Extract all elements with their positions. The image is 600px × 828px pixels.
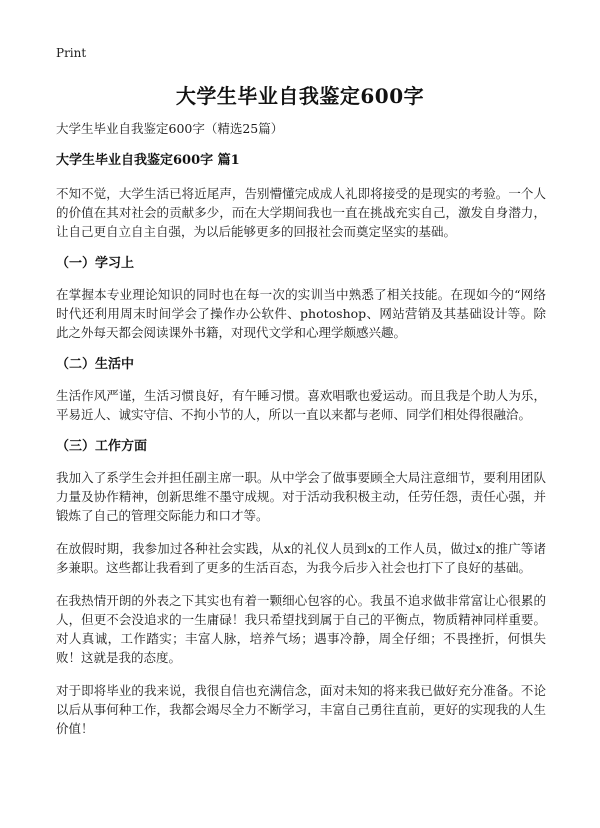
paragraph-work-2: 在放假时期，我参加过各种社会实践，从x的礼仪人员到x的工作人员，做过x的推广等诸多兼职。这些都让我看到了更多的生活百态，为我今后步入社会也打下了良好的基础。 (56, 541, 546, 575)
paragraph-work-3: 在我热情开朗的外表之下其实也有着一颗细心包容的心。我虽不追求做非常富让心很累的人，但更不会没追求的一生庸碌！我只希望找到属于自己的平衡点，物质精神同样重要。对人真诚，工作踏实；丰富人脉，培养气场；遇事冷静，周全仔细；不畏挫折，何惧失败！这就是我的态度。 (56, 593, 546, 665)
article-body (56, 120, 546, 752)
section-heading-study: （一）学习上 (56, 256, 135, 271)
paragraph-intro: 不知不觉，大学生活已将近尾声，告别懵懂完成成人礼即将接受的是现实的考验。一个人的价值在其对社会的贡献多少，而在大学期间我也一直在挑战充实自己，激发自身潜力，让自己更自立自主自强，为以后能够更多的回报社会而奠定坚实的基础。 (56, 186, 546, 239)
page-title: 大学生毕业自我鉴定600字 (175, 84, 425, 108)
section-heading-life: （二）生活中 (56, 357, 135, 372)
paragraph-work-1: 我加入了系学生会并担任副主席一职。从中学会了做事要顾全大局注意细节，要利用团队力量及协作精神，创新思维不墨守成规。对于活动我积极主动，任劳任怨，责任心强，并锻炼了自己的管理交际能力和口才等。 (56, 470, 546, 523)
article-subtitle: 大学生毕业自我鉴定600字（精选25篇） (56, 121, 284, 136)
paragraph-study: 在掌握本专业理论知识的同时也在每一次的实训当中熟悉了相关技能。在现如今的“网络时代还利用周末时间学会了操作办公软件、photoshop、网站营销及其基础设计等。除此之外每天都会阅读课外书籍，对现代文学和心理学颇感兴趣。 (56, 287, 546, 340)
section-heading-work: （三）工作方面 (56, 439, 148, 454)
print-link[interactable]: Print (56, 46, 87, 60)
paragraph-closing: 对于即将毕业的我来说，我很自信也充满信念，面对未知的将来我已做好充分准备。不论以后从事何种工作，我都会竭尽全力不断学习，丰富自己勇往直前，更好的实现我的人生价值！ (56, 683, 546, 736)
paragraph-life: 生活作风严谨，生活习惯良好，有午睡习惯。喜欢唱歌也爱运动。而且我是个助人为乐，平易近人、诚实守信、不拘小节的人，所以一直以来都与老师、同学们相处得很融洽。 (56, 388, 546, 422)
article-heading: 大学生毕业自我鉴定600字 篇1 (56, 153, 240, 168)
